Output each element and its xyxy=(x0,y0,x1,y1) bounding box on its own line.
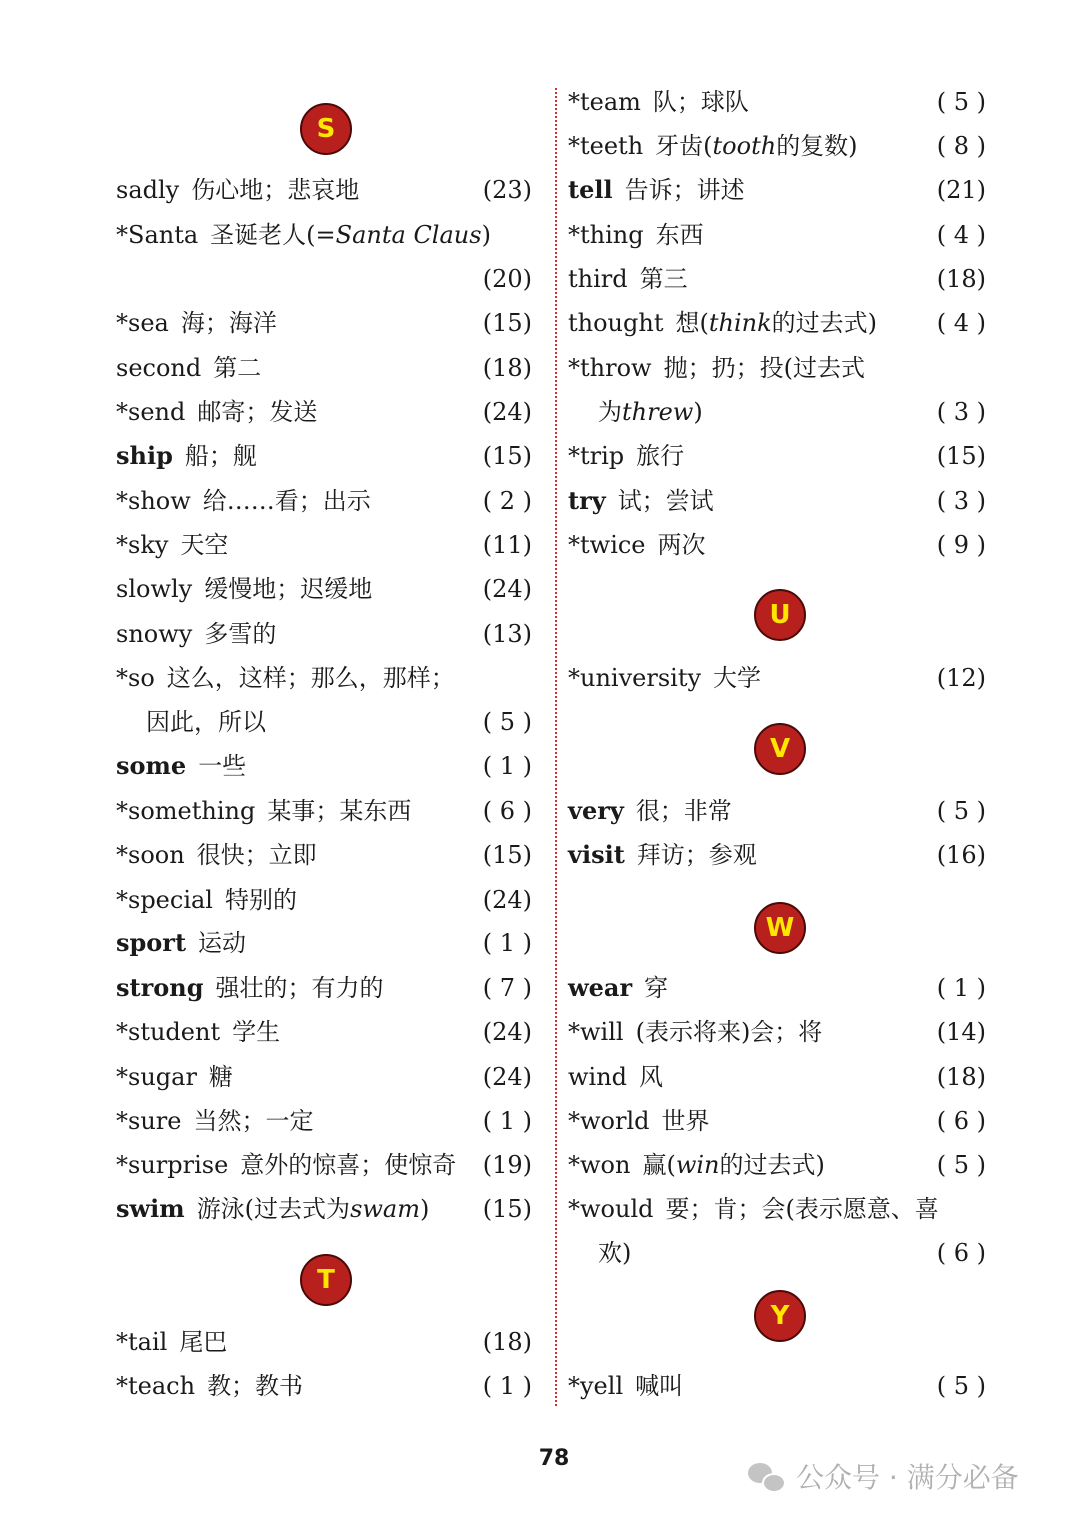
letter-badge-w: W xyxy=(754,902,806,954)
unit-number: ( 1 ) xyxy=(936,974,986,1002)
entry-swim: swim 游泳(过去式为swam) xyxy=(116,1194,430,1223)
unit-number: (24) xyxy=(482,575,532,603)
entry-won: *won 赢(win的过去式) xyxy=(568,1151,825,1179)
page-number: 78 xyxy=(538,1446,570,1471)
unit-number: (16) xyxy=(936,841,986,869)
unit-number: (15) xyxy=(482,841,532,869)
unit-number: ( 5 ) xyxy=(936,88,986,116)
entry-santa: *Santa 圣诞老人(=Santa Claus) xyxy=(116,221,491,249)
entry-try: try 试；尝试 xyxy=(568,486,714,515)
unit-number: (18) xyxy=(936,1063,986,1091)
letter-badge-t: T xyxy=(300,1254,352,1306)
wechat-icon xyxy=(748,1461,784,1491)
entry-team: *team 队；球队 xyxy=(568,88,749,116)
entry-university: *university 大学 xyxy=(568,664,762,692)
unit-number: ( 4 ) xyxy=(936,309,986,337)
unit-number: (20) xyxy=(482,265,532,293)
entry-sport: sport 运动 xyxy=(116,928,247,957)
unit-number: (15) xyxy=(482,442,532,470)
entry-third: third 第三 xyxy=(568,265,688,293)
entry-thought: thought 想(think的过去式) xyxy=(568,309,878,337)
entry-world: *world 世界 xyxy=(568,1107,710,1135)
unit-number: ( 5 ) xyxy=(936,1151,986,1179)
entry-teeth: *teeth 牙齿(tooth的复数) xyxy=(568,132,858,160)
entry-wind: wind 风 xyxy=(568,1063,664,1091)
entry-second: second 第二 xyxy=(116,354,262,382)
unit-number: ( 6 ) xyxy=(936,1107,986,1135)
unit-number: (19) xyxy=(482,1151,532,1179)
entry-twice: *twice 两次 xyxy=(568,531,706,559)
entry-so: *so 这么，这样；那么，那样； xyxy=(116,664,455,692)
entry-student: *student 学生 xyxy=(116,1018,281,1046)
unit-number: ( 9 ) xyxy=(936,531,986,559)
entry-teach: *teach 教；教书 xyxy=(116,1372,304,1400)
entry-show: *show 给……看；出示 xyxy=(116,487,371,515)
unit-number: (13) xyxy=(482,620,532,648)
unit-number: (21) xyxy=(936,176,986,204)
unit-number: ( 1 ) xyxy=(482,752,532,780)
unit-number: ( 8 ) xyxy=(936,132,986,160)
entry-wear: wear 穿 xyxy=(568,973,669,1002)
unit-number: (14) xyxy=(936,1018,986,1046)
entry-will: *will (表示将来)会；将 xyxy=(568,1018,823,1046)
entry-tell: tell 告诉；讲述 xyxy=(568,175,745,204)
unit-number: ( 7 ) xyxy=(482,974,532,1002)
letter-badge-s: S xyxy=(300,103,352,155)
unit-number: (11) xyxy=(482,531,532,559)
unit-number: ( 1 ) xyxy=(482,929,532,957)
entry-sky: *sky 天空 xyxy=(116,531,229,559)
unit-number: ( 4 ) xyxy=(936,221,986,249)
entry-sugar: *sugar 糖 xyxy=(116,1063,233,1091)
unit-number: ( 6 ) xyxy=(936,1239,986,1267)
entry-some: some 一些 xyxy=(116,751,247,780)
entry-so-continued: 因此，所以 xyxy=(146,708,266,736)
entry-sure: *sure 当然；一定 xyxy=(116,1107,314,1135)
entry-thing: *thing 东西 xyxy=(568,221,704,249)
unit-number: ( 1 ) xyxy=(482,1372,532,1400)
unit-number: ( 3 ) xyxy=(936,398,986,426)
entry-would-continued: 欢) xyxy=(598,1239,632,1267)
unit-number: (18) xyxy=(936,265,986,293)
watermark xyxy=(748,1456,1019,1496)
entry-yell: *yell 喊叫 xyxy=(568,1372,684,1400)
entry-special: *special 特别的 xyxy=(116,886,297,914)
unit-number: (18) xyxy=(482,354,532,382)
entry-trip: *trip 旅行 xyxy=(568,442,685,470)
entry-snowy: snowy 多雪的 xyxy=(116,620,277,648)
unit-number: (24) xyxy=(482,1063,532,1091)
unit-number: (23) xyxy=(482,176,532,204)
entry-sadly: sadly 伤心地；悲哀地 xyxy=(116,176,360,204)
watermark-text: 公众号 · 满分必备 xyxy=(796,1461,1019,1494)
entry-slowly: slowly 缓慢地；迟缓地 xyxy=(116,575,373,603)
unit-number: ( 6 ) xyxy=(482,797,532,825)
letter-badge-y: Y xyxy=(754,1290,806,1342)
unit-number: ( 3 ) xyxy=(936,487,986,515)
entry-sea: *sea 海；海洋 xyxy=(116,309,277,337)
entry-throw-continued: 为threw) xyxy=(598,398,703,426)
entry-tail: *tail 尾巴 xyxy=(116,1328,228,1356)
letter-badge-u: U xyxy=(754,589,806,641)
entry-something: *something 某事；某东西 xyxy=(116,797,412,825)
unit-number: (15) xyxy=(482,1195,532,1223)
unit-number: ( 5 ) xyxy=(936,797,986,825)
unit-number: (12) xyxy=(936,664,986,692)
entry-very: very 很；非常 xyxy=(568,796,732,825)
unit-number: (18) xyxy=(482,1328,532,1356)
unit-number: (24) xyxy=(482,1018,532,1046)
entry-would: *would 要；肯；会(表示愿意、喜 xyxy=(568,1195,939,1223)
column-divider xyxy=(555,88,557,1406)
unit-number: ( 2 ) xyxy=(482,487,532,515)
unit-number: ( 5 ) xyxy=(482,708,532,736)
entry-send: *send 邮寄；发送 xyxy=(116,398,318,426)
unit-number: (24) xyxy=(482,398,532,426)
unit-number: (15) xyxy=(936,442,986,470)
entry-visit: visit 拜访；参观 xyxy=(568,840,757,869)
unit-number: (24) xyxy=(482,886,532,914)
unit-number: ( 1 ) xyxy=(482,1107,532,1135)
letter-badge-v: V xyxy=(754,723,806,775)
entry-soon: *soon 很快；立即 xyxy=(116,841,317,869)
unit-number: ( 5 ) xyxy=(936,1372,986,1400)
entry-strong: strong 强壮的；有力的 xyxy=(116,973,384,1002)
entry-surprise: *surprise 意外的惊喜；使惊奇 xyxy=(116,1151,457,1179)
unit-number: (15) xyxy=(482,309,532,337)
entry-throw: *throw 抛；扔；投(过去式 xyxy=(568,354,865,382)
entry-ship: ship 船；舰 xyxy=(116,441,257,470)
